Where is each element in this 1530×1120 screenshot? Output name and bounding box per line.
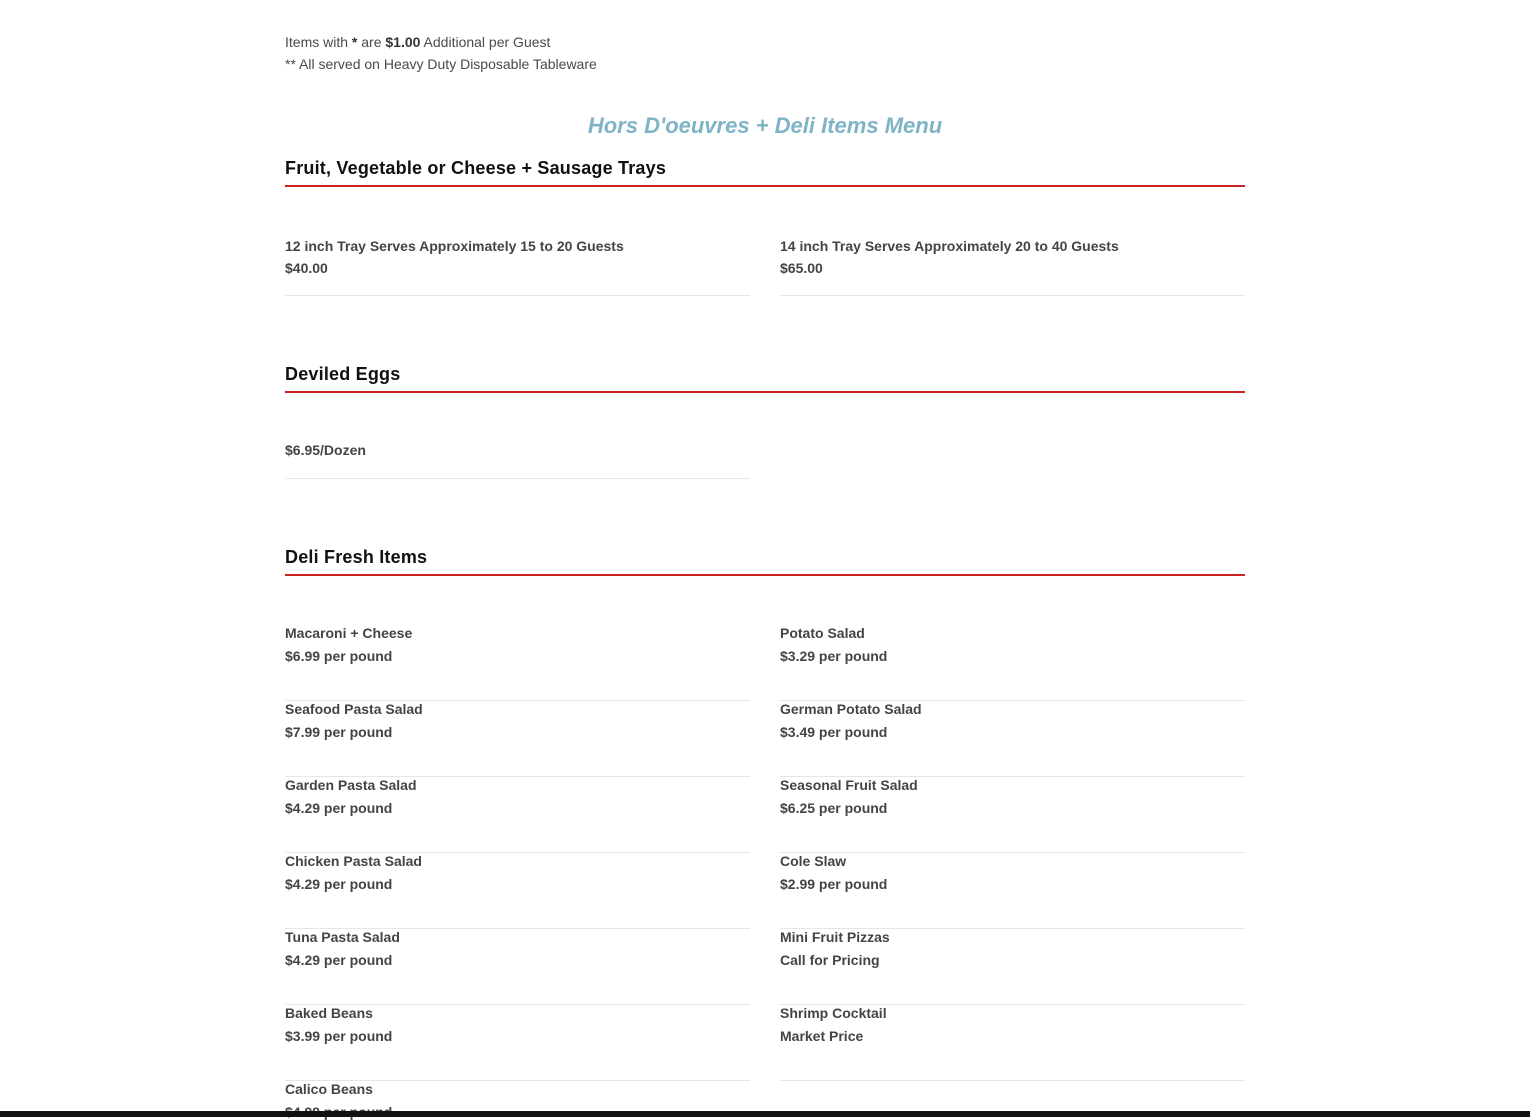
item-name: Garden Pasta Salad [285,777,417,793]
item-price: $6.25 per pound [780,800,888,816]
menu-item [285,1081,750,1111]
menu-item [285,238,750,296]
menu-item [285,701,750,777]
tableware-note: ** All served on Heavy Duty Disposable Tableware [285,56,597,72]
item-name: Baked Beans [285,1005,373,1021]
bottom-bar [0,1111,1530,1117]
item-name: Tuna Pasta Salad [285,929,400,945]
item-name: Calico Beans [285,1081,373,1097]
menu-item [780,701,1245,777]
item-name: Seafood Pasta Salad [285,701,423,717]
menu-item [780,929,1245,1005]
menu-item [285,1005,750,1081]
item-name: Potato Salad [780,625,865,641]
note-are: are [361,34,382,50]
section-heading: Fruit, Vegetable or Cheese + Sausage Trays [285,157,1245,187]
menu-item [780,238,1245,296]
item-name: 14 inch Tray Serves Approximately 20 to 40 Guests [780,238,1119,254]
menu-item [285,625,750,701]
item-name: Cole Slaw [780,853,847,869]
item-price: $7.99 per pound [285,724,393,740]
item-name: Macaroni + Cheese [285,625,413,641]
menu-item [780,853,1245,929]
item-price: $6.95/Dozen [285,442,366,458]
item-name: Seasonal Fruit Salad [780,777,918,793]
item-price: $3.99 per pound [285,1028,393,1044]
item-price: $4.29 per pound [285,800,393,816]
item-name: Chicken Pasta Salad [285,853,422,869]
note-price: $1.00 [385,34,421,50]
item-price: $6.99 per pound [285,648,393,664]
item-price: $3.49 per pound [780,724,888,740]
item-price: $3.29 per pound [780,648,888,664]
item-price: $2.99 per pound [780,876,888,892]
menu-title: Hors D'oeuvres + Deli Items Menu [587,113,943,138]
item-price: $4.29 per pound [285,876,393,892]
section-heading: Deli Fresh Items [285,546,1245,576]
menu-item [780,777,1245,853]
menu-item [285,777,750,853]
menu-item [780,625,1245,701]
item-price: $40.00 [285,260,328,276]
note-star: * [351,34,358,50]
item-name: German Potato Salad [780,701,922,717]
item-name: 12 inch Tray Serves Approximately 15 to 20 Guests [285,238,624,254]
section-heading: Deviled Eggs [285,363,1245,393]
menu-item [285,442,750,479]
item-price: Market Price [780,1028,864,1044]
surcharge-note [285,31,597,53]
menu-item [285,853,750,929]
menu-notes [285,31,597,75]
item-price: Call for Pricing [780,952,880,968]
item-name: Shrimp Cocktail [780,1005,887,1021]
item-price: $4.29 per pound [285,952,393,968]
menu-item [285,929,750,1005]
item-price: $65.00 [780,260,823,276]
menu-item [780,1005,1245,1081]
item-name: Mini Fruit Pizzas [780,929,890,945]
note-prefix: Items with [285,34,349,50]
note-suffix: Additional per Guest [423,34,551,50]
